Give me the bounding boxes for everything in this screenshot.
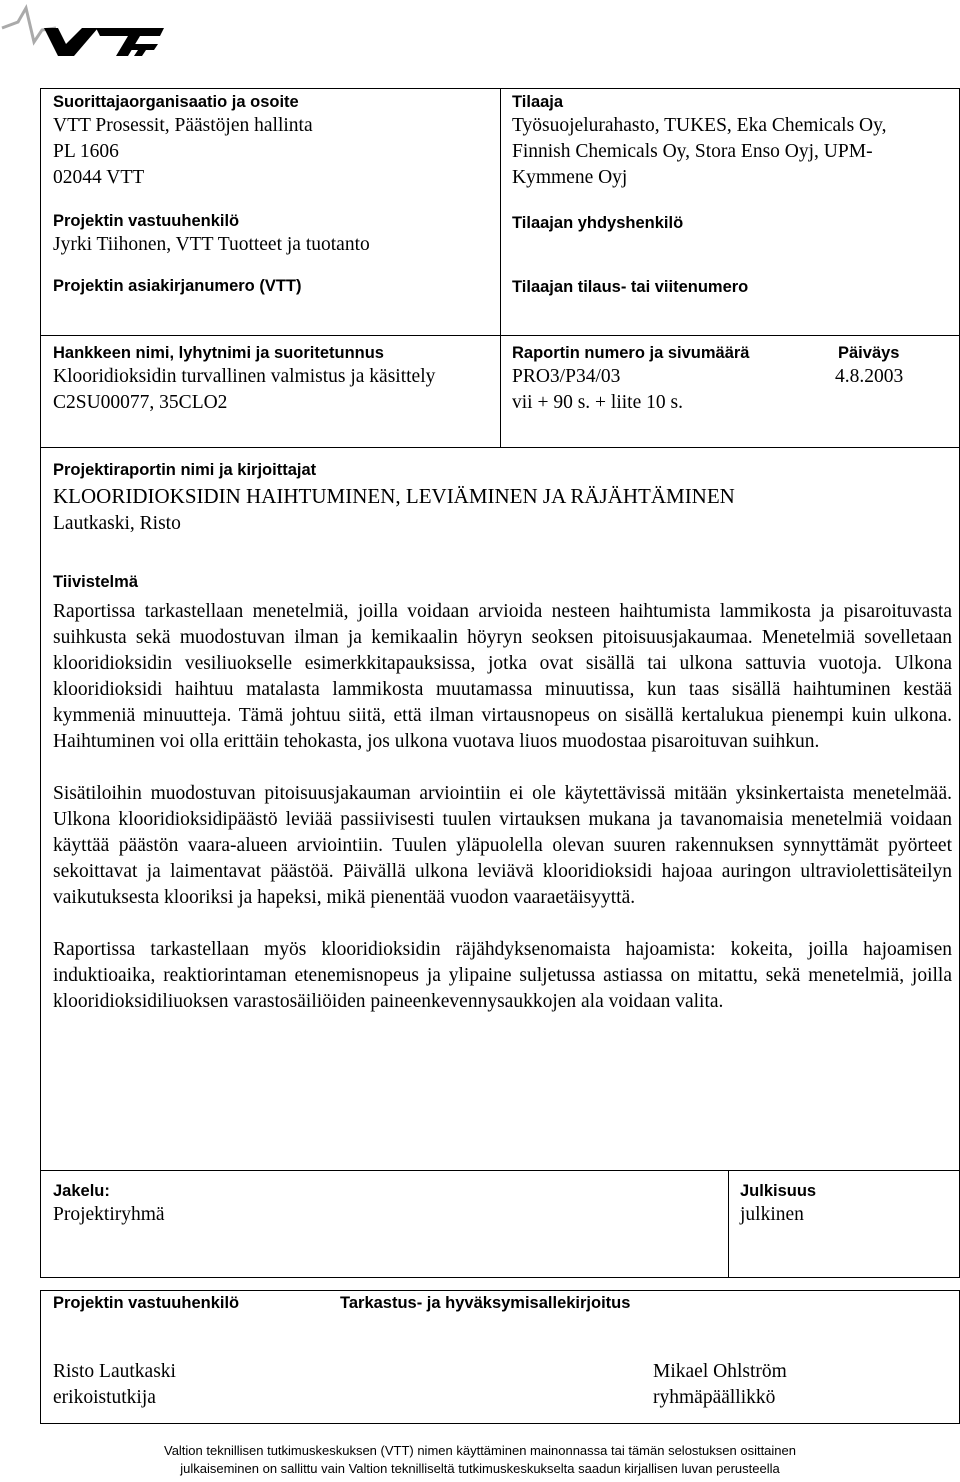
report-number-section xyxy=(512,342,812,416)
responsible-value: Jyrki Tiihonen, VTT Tuotteet ja tuotanto xyxy=(53,234,370,255)
client-contact-label: Tilaajan yhdyshenkilö xyxy=(512,214,684,232)
client-order-label: Tilaajan tilaus- tai viitenumero xyxy=(512,278,749,296)
distribution-value: Projektiryhmä xyxy=(53,1204,165,1225)
client-line-1: Työsuojelurahasto, TUKES, Eka Chemicals Oy, xyxy=(512,115,887,136)
abstract-section xyxy=(53,571,952,1015)
client-label: Tilaaja xyxy=(512,93,564,111)
publicity-label: Julkisuus xyxy=(740,1182,817,1200)
client-line-3: Kymmene Oyj xyxy=(512,167,628,188)
responsible-section xyxy=(53,210,493,258)
abstract-paragraph-3: Raportissa tarkastellaan myös klooridioksidin räjähdyksenomaista hajoamista: kokeita, joilla hajoamisen induktioaika, reaktiorintaman etenemisnopeus ja ylipaine suljetussa astiassa on mitattu, sekä menetelmiä, joilla klooridioksidiliuoksen varastosäiliöiden paineenkevennysaukkojen ala voidaan valita. xyxy=(53,939,952,1012)
footer-line-2: julkaiseminen on sallittu vain Valtion teknilliseltä tutkimuskeskukselta saadun kirjallisen luvan perusteella xyxy=(180,1461,780,1476)
footer-notice xyxy=(0,1442,960,1478)
responsible-label: Projektin vastuuhenkilö xyxy=(53,212,240,230)
signature-right xyxy=(653,1359,943,1411)
signature-left xyxy=(53,1359,453,1411)
report-title-label: Projektiraportin nimi ja kirjoittajat xyxy=(53,461,317,479)
report-title-section xyxy=(53,459,948,537)
client-order-section xyxy=(512,276,957,298)
footer-line-1: Valtion teknillisen tutkimuskeskuksen (VTT) nimen käyttäminen mainonnassa tai tämän selostuksen osittainen xyxy=(163,1443,796,1458)
client-line-2: Finnish Chemicals Oy, Stora Enso Oyj, UPM- xyxy=(512,141,873,162)
project-label: Hankkeen nimi, lyhytnimi ja suoritetunnus xyxy=(53,344,384,362)
project-line-1: Klooridioksidin turvallinen valmistus ja käsittely xyxy=(53,366,436,387)
report-title: KLOORIDIOKSIDIN HAIHTUMINEN, LEVIÄMINEN JA RÄJÄHTÄMINEN xyxy=(53,484,735,508)
signature-left-title: erikoistutkija xyxy=(53,1387,156,1408)
signature-labels xyxy=(53,1292,948,1314)
report-authors: Lautkaski, Risto xyxy=(53,513,181,534)
abstract-label: Tiivistelmä xyxy=(53,573,138,591)
abstract-paragraph-2: Sisätiloihin muodostuvan pitoisuusjakauman arviointiin ei ole käytettävissä mitään yksinkertaista menetelmää. Ulkona klooridioksidipäästö leviää passiivisesti tuulen virtauksen mukana ja tavanomaisia menetelmiä voidaan käyttää päästön vaara-alueen arviointiin. Tuulen yläpuolella olevan suuren rakennuksen synnyttämät pyörteet sekoittavat ja laimentavat päästöä. Päivällä ulkona leviävä klooridioksidi hajoaa auringon ultraviolettisäteilyn vaikutuksesta klooriksi ja hapeksi, mikä pienentää vuodon vaaraetäisyyttä. xyxy=(53,783,952,908)
doc-number-section xyxy=(53,275,493,297)
distribution-section xyxy=(53,1180,713,1228)
distribution-label: Jakelu: xyxy=(53,1182,110,1200)
publicity-value: julkinen xyxy=(740,1204,804,1225)
org-label: Suorittajaorganisaatio ja osoite xyxy=(53,93,299,111)
report-date: 4.8.2003 xyxy=(835,366,904,387)
publicity-section xyxy=(740,1180,950,1228)
client-contact-section xyxy=(512,212,957,234)
org-section xyxy=(53,91,493,191)
report-date-label: Päiväys xyxy=(838,344,900,362)
project-section xyxy=(53,342,493,416)
signature-right-name: Mikael Ohlström xyxy=(653,1361,787,1382)
project-line-2: C2SU00077, 35CLO2 xyxy=(53,392,228,413)
abstract-paragraph-1: Raportissa tarkastellaan menetelmiä, joilla voidaan arvioida nesteen haihtumista lammikosta ja pisaroituvasta suihkusta sekä muodostuvan ilman ja kemikaalin höyryn seoksen pitoisuusjakaumaa. Menetelmiä sovelletaan klooridioksidin vesiliuokselle esimerkkitapauksissa, jotka ovat sisällä tai ulkona sattuvia vuotoja. Ulkona klooridioksidi haihtuu matalasta lammikosta muutamassa minuutissa, kun taas sisällä haihtuminen kestää kymmeniä minuutteja. Tämä johtuu siitä, että ilman virtausnopeus on sisällä kertalukua pienempi kuin ulkona. Haihtuminen voi olla erittäin tehokasta, jos ulkona vuotava liuos muodostaa pisaroituvan suihkun. xyxy=(53,601,952,752)
report-pages: vii + 90 s. + liite 10 s. xyxy=(512,392,683,413)
client-section xyxy=(512,91,957,191)
report-date-section xyxy=(826,342,946,390)
doc-number-label: Projektin asiakirjanumero (VTT) xyxy=(53,277,302,295)
signature-right-title: ryhmäpäällikkö xyxy=(653,1387,776,1408)
org-line-3: 02044 VTT xyxy=(53,167,145,188)
signature-responsible-label: Projektin vastuuhenkilö xyxy=(53,1294,240,1312)
signature-review-label: Tarkastus- ja hyväksymisallekirjoitus xyxy=(340,1294,631,1312)
org-line-1: VTT Prosessit, Päästöjen hallinta xyxy=(53,115,313,136)
report-number-label: Raportin numero ja sivumäärä xyxy=(512,344,750,362)
signature-left-name: Risto Lautkaski xyxy=(53,1361,176,1382)
vtt-logo xyxy=(0,0,170,67)
report-number: PRO3/P34/03 xyxy=(512,366,621,387)
org-line-2: PL 1606 xyxy=(53,141,119,162)
